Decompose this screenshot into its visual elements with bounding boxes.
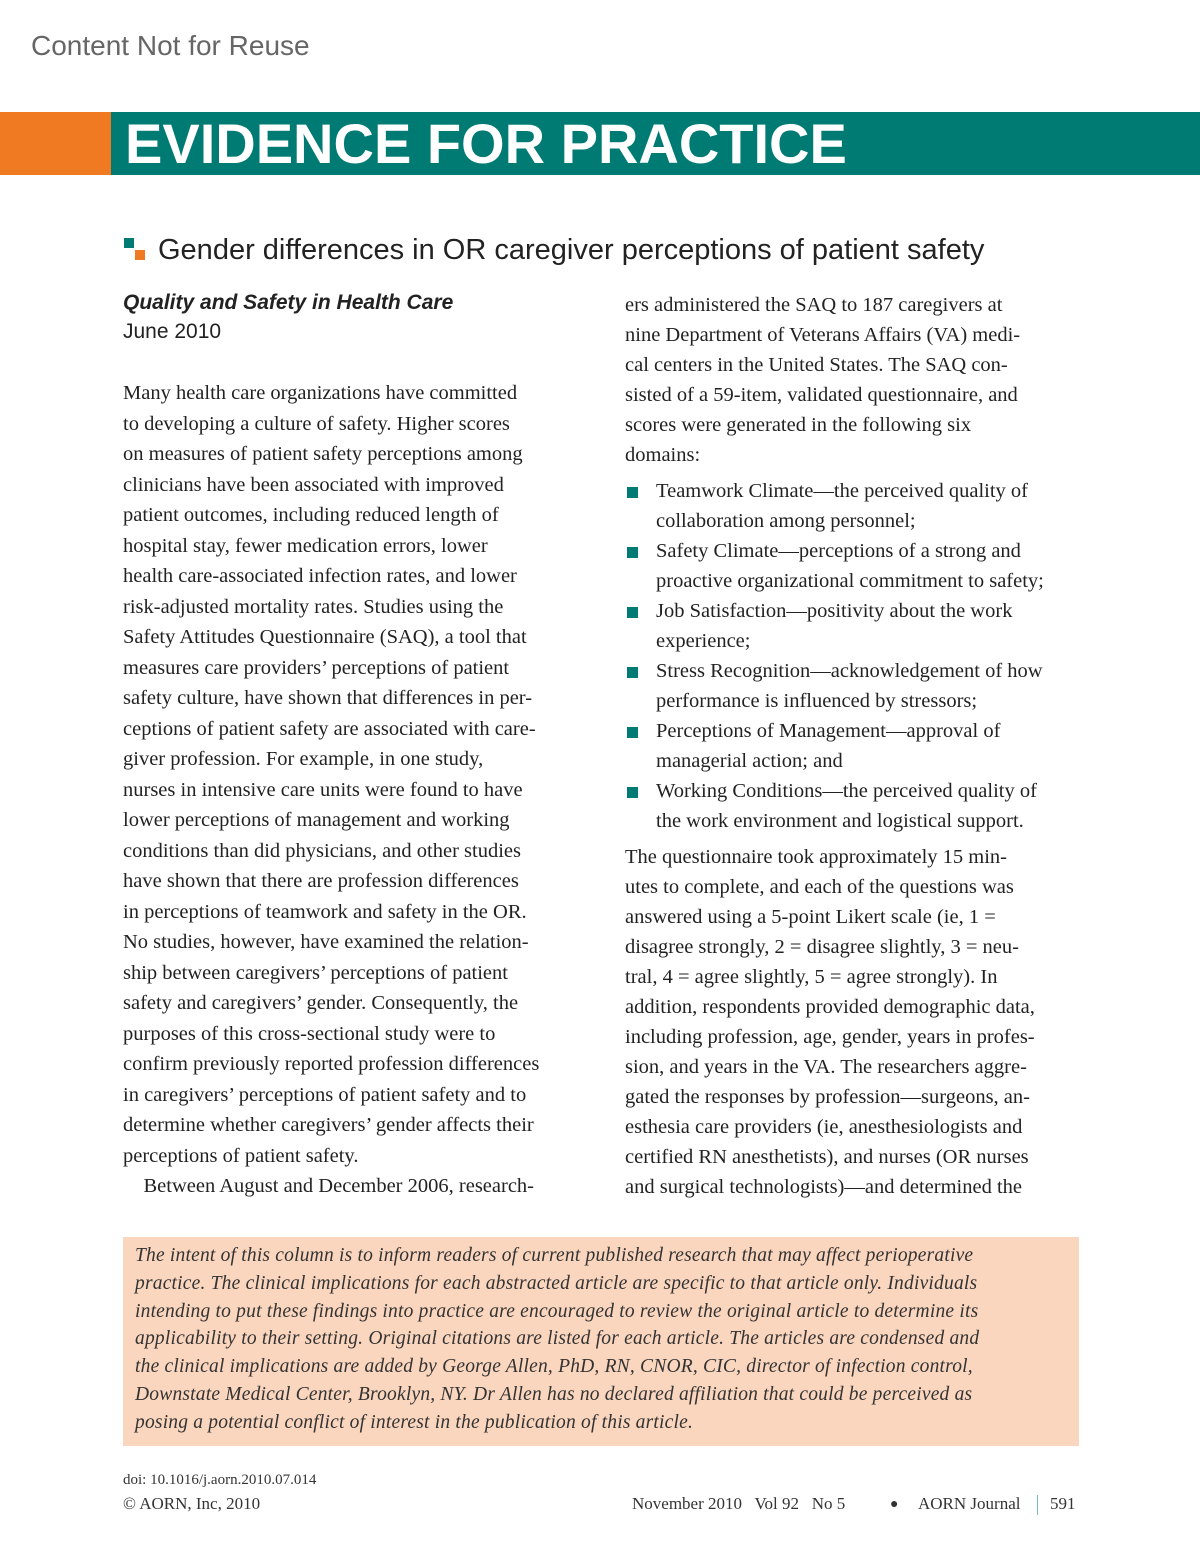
text-line: No studies, however, have examined the relation- bbox=[123, 931, 529, 953]
bullet-icon bbox=[627, 667, 638, 678]
text-line: in caregivers’ perceptions of patient safety and to bbox=[123, 1083, 527, 1106]
text-line: domains: bbox=[625, 444, 701, 466]
text-line: and surgical technologists)—and determined the bbox=[625, 1176, 1022, 1198]
journal-name: AORN Journal bbox=[918, 1494, 1021, 1513]
text-line: tral, 4 = agree slightly, 5 = agree strongly). In bbox=[625, 966, 998, 988]
source-journal: Quality and Safety in Health Care bbox=[123, 291, 454, 314]
note-line: intending to put these findings into practice are encouraged to review the original article to determine its bbox=[135, 1300, 979, 1322]
text-line: purposes of this cross-sectional study were to bbox=[123, 1022, 496, 1045]
text-line: to developing a culture of safety. Higher scores bbox=[123, 412, 510, 435]
bullet-icon bbox=[627, 787, 638, 798]
doi: doi: 10.1016/j.aorn.2010.07.014 bbox=[123, 1472, 317, 1488]
note-line: practice. The clinical implications for each abstracted article are specific to that article only. Individuals bbox=[135, 1272, 978, 1294]
text-line: giver profession. For example, in one study, bbox=[123, 748, 484, 770]
text-line: including profession, age, gender, years in profes- bbox=[625, 1026, 1035, 1048]
bullet-text: Job Satisfaction—positivity about the work bbox=[656, 600, 1013, 622]
title-marker-icon bbox=[135, 250, 145, 260]
text-line: nine Department of Veterans Affairs (VA) medi- bbox=[625, 324, 1021, 346]
bullet-text: managerial action; and bbox=[656, 750, 843, 772]
text-line: addition, respondents provided demographic data, bbox=[625, 996, 1035, 1018]
text-line: sisted of a 59-item, validated questionnaire, and bbox=[625, 384, 1018, 406]
text-line: Many health care organizations have committed bbox=[123, 382, 518, 404]
editorial-note bbox=[123, 1237, 1079, 1446]
text-line: measures care providers’ perceptions of patient bbox=[123, 656, 510, 679]
text-line: health care-associated infection rates, and lower bbox=[123, 565, 517, 587]
text-line: safety culture, have shown that differences in per- bbox=[123, 687, 533, 709]
bullet-icon bbox=[627, 487, 638, 498]
text-line: utes to complete, and each of the questions was bbox=[625, 876, 1014, 898]
bullet-text: Stress Recognition—acknowledgement of how bbox=[656, 660, 1043, 682]
text-line: Safety Attitudes Questionnaire (SAQ), a tool that bbox=[123, 626, 527, 648]
divider bbox=[1037, 1495, 1038, 1515]
title-marker-icon bbox=[124, 238, 134, 248]
copyright: © AORN, Inc, 2010 bbox=[123, 1494, 261, 1513]
text-line: patient outcomes, including reduced length of bbox=[123, 504, 499, 526]
text-line: clinicians have been associated with improved bbox=[123, 473, 504, 496]
text-line: determine whether caregivers’ gender affects their bbox=[123, 1114, 534, 1136]
source-date: June 2010 bbox=[123, 320, 222, 343]
text-line: lower perceptions of management and working bbox=[123, 809, 510, 831]
note-line: the clinical implications are added by George Allen, PhD, RN, CNOR, CIC, director of infection control, bbox=[135, 1356, 973, 1378]
note-line: Downstate Medical Center, Brooklyn, NY. Dr Allen has no declared affiliation that could be perceived as bbox=[135, 1384, 973, 1405]
bullet-text: performance is influenced by stressors; bbox=[656, 690, 978, 712]
section-title: EVIDENCE FOR PRACTICE bbox=[125, 112, 847, 175]
text-line: cal centers in the United States. The SAQ con- bbox=[625, 354, 1008, 376]
text-line: conditions than did physicians, and other studies bbox=[123, 839, 521, 862]
note-line: The intent of this column is to inform readers of current published research that may affect perioperative bbox=[135, 1245, 974, 1266]
bullet-text: experience; bbox=[656, 630, 751, 652]
text-line: gated the responses by profession—surgeons, an- bbox=[625, 1086, 1030, 1108]
text-line: perceptions of patient safety. bbox=[123, 1144, 359, 1167]
bullet-text: collaboration among personnel; bbox=[656, 510, 916, 532]
bullet-separator: ● bbox=[890, 1497, 899, 1512]
text-line: have shown that there are profession differences bbox=[123, 870, 519, 892]
text-line: on measures of patient safety perceptions among bbox=[123, 443, 523, 465]
bullet-text: Perceptions of Management—approval of bbox=[656, 720, 1001, 742]
bullet-text: Working Conditions—the perceived quality of bbox=[656, 780, 1037, 802]
bullet-icon bbox=[627, 547, 638, 558]
text-line: safety and caregivers’ gender. Consequently, the bbox=[123, 992, 519, 1014]
text-line: ceptions of patient safety are associated with care- bbox=[123, 717, 536, 740]
bullet-text: proactive organizational commitment to safety; bbox=[656, 570, 1044, 592]
bullet-icon bbox=[627, 607, 638, 618]
page-number: 591 bbox=[1050, 1494, 1076, 1513]
note-line: posing a potential conflict of interest in the publication of this article. bbox=[135, 1411, 694, 1433]
watermark: Content Not for Reuse bbox=[31, 30, 310, 61]
text-line: disagree strongly, 2 = disagree slightly, 3 = neu- bbox=[625, 936, 1019, 958]
text-line: ers administered the SAQ to 187 caregivers at bbox=[625, 294, 1003, 316]
text-line: risk-adjusted mortality rates. Studies using the bbox=[123, 595, 504, 618]
header-orange-block bbox=[0, 112, 111, 175]
text-line: nurses in intensive care units were found to have bbox=[123, 778, 523, 801]
article-title: Gender differences in OR caregiver perceptions of patient safety bbox=[158, 234, 985, 266]
bullet-text: Safety Climate—perceptions of a strong and bbox=[656, 540, 1021, 562]
text-line: Between August and December 2006, research- bbox=[123, 1175, 534, 1197]
text-line: ship between caregivers’ perceptions of patient bbox=[123, 961, 508, 984]
text-line: hospital stay, fewer medication errors, lower bbox=[123, 534, 488, 557]
bullet-text: the work environment and logistical support. bbox=[656, 810, 1024, 832]
text-line: The questionnaire took approximately 15 min- bbox=[625, 846, 1008, 868]
text-line: confirm previously reported profession differences bbox=[123, 1053, 540, 1075]
note-line: applicability to their setting. Original citations are listed for each article. The articles are condensed and bbox=[135, 1328, 980, 1350]
text-line: sion, and years in the VA. The researchers aggre- bbox=[625, 1056, 1027, 1078]
text-line: certified RN anesthetists), and nurses (OR nurses bbox=[625, 1146, 1029, 1168]
text-line: in perceptions of teamwork and safety in the OR. bbox=[123, 900, 527, 923]
issue-info: November 2010 Vol 92 No 5 bbox=[632, 1494, 846, 1513]
bullet-icon bbox=[627, 727, 638, 738]
header-bar bbox=[111, 112, 1200, 175]
bullet-text: Teamwork Climate—the perceived quality of bbox=[656, 480, 1028, 502]
text-line: esthesia care providers (ie, anesthesiologists and bbox=[625, 1116, 1023, 1138]
text-line: answered using a 5-point Likert scale (ie, 1 = bbox=[625, 906, 996, 928]
text-line: scores were generated in the following six bbox=[625, 414, 972, 436]
